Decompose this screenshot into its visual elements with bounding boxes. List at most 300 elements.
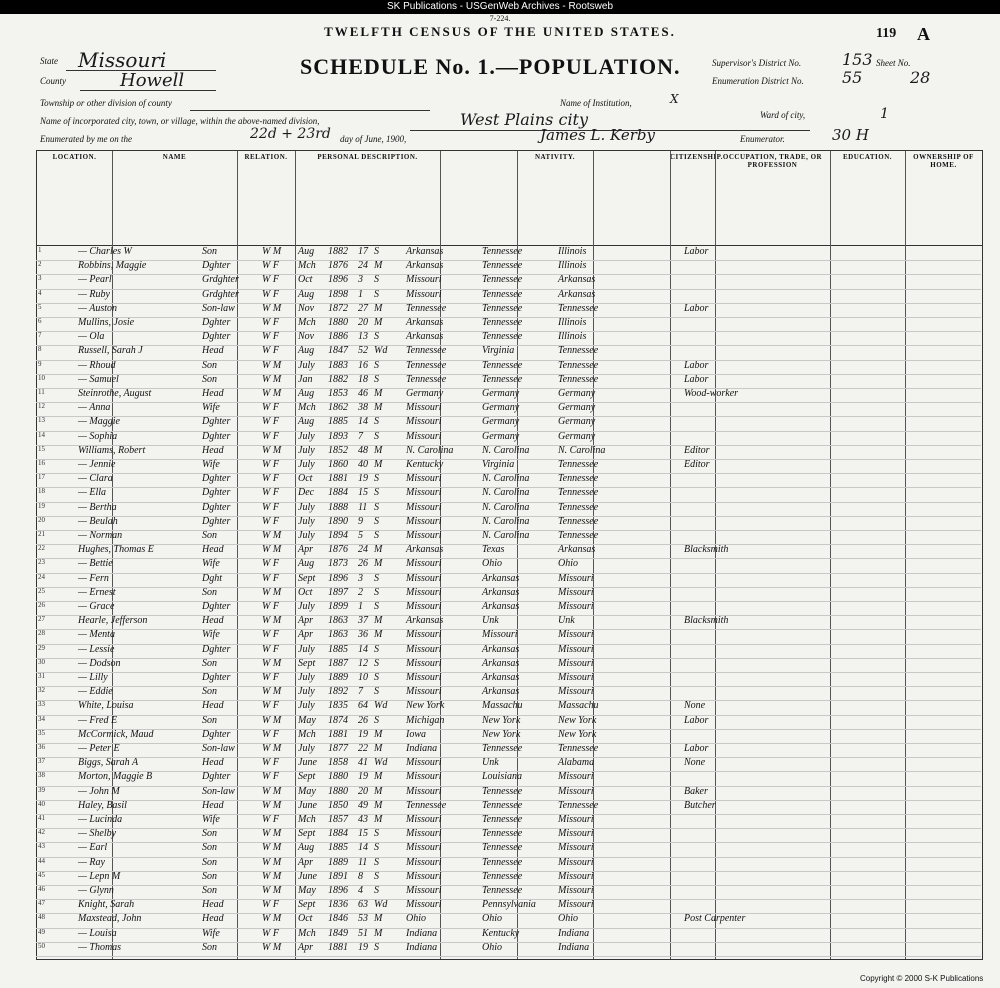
row-cell-c: W M: [262, 870, 282, 882]
row-cell-rel: Dghter: [202, 260, 231, 272]
row-cell-a: 36: [358, 629, 368, 641]
row-cell-c: W F: [262, 899, 279, 911]
row-cell-b: Arkansas: [406, 317, 444, 328]
row-cell-f: Tennessee: [482, 828, 523, 840]
row-cell-y: 1876: [328, 260, 348, 272]
table-row: [36, 502, 981, 517]
row-cell-mo: Illinois: [558, 317, 587, 328]
row-cell-y: 1885: [328, 643, 348, 655]
row-cell-mo: Tennessee: [558, 459, 599, 470]
row-cell-mo: Germany: [558, 416, 596, 428]
row-cell-name: — Charles W: [78, 246, 132, 257]
row-cell-mo: Tennessee: [558, 345, 599, 357]
row-cell-s: S: [374, 828, 379, 840]
table-row: [36, 317, 981, 332]
row-cell-y: 1880: [328, 785, 348, 797]
row-cell-c: W F: [262, 416, 279, 428]
row-cell-mo: Tennessee: [558, 530, 599, 541]
row-cell-m: Nov: [298, 331, 315, 343]
row-cell-mo: Missouri: [558, 629, 594, 641]
row-cell-b: Germany: [406, 388, 444, 399]
row-cell-mo: Missouri: [558, 657, 594, 669]
table-row: [36, 573, 981, 588]
row-cell-name: — Ray: [78, 856, 105, 868]
table-row: [36, 445, 981, 460]
row-cell-a: 11: [358, 856, 368, 868]
row-cell-f: Arkansas: [482, 572, 520, 584]
row-cell-m: July: [298, 501, 315, 513]
row-cell-name: White, Louisa: [78, 700, 134, 712]
row-cell-y: 1853: [328, 388, 348, 399]
row-cell-c: W M: [262, 373, 282, 385]
row-cell-c: W F: [262, 757, 279, 769]
row-cell-name: — Ernest: [78, 586, 116, 598]
row-cell-n: 42: [38, 828, 45, 837]
enumeration-value: 55: [842, 68, 863, 87]
row-cell-name: — Bettie: [78, 558, 113, 570]
institution-label: Name of Institution,: [560, 98, 632, 108]
row-cell-mo: N. Carolina: [558, 444, 606, 456]
row-cell-f: Arkansas: [482, 686, 520, 698]
row-cell-b: Missouri: [406, 586, 442, 598]
header-name: NAME: [162, 153, 187, 161]
row-cell-mo: Tennessee: [558, 373, 599, 385]
row-cell-y: 1846: [328, 913, 348, 925]
row-cell-rel: Dghter: [202, 430, 231, 442]
row-cell-b: Missouri: [406, 785, 442, 797]
row-cell-s: M: [374, 444, 383, 456]
row-cell-name: Morton, Maggie B: [78, 771, 153, 783]
table-row: [36, 601, 981, 616]
table-row: [36, 942, 981, 957]
row-cell-y: 1857: [328, 814, 348, 825]
row-cell-mo: Missouri: [558, 885, 594, 896]
row-cell-f: Tennessee: [482, 331, 523, 343]
row-cell-rel: Son: [202, 941, 217, 953]
row-cell-occ: Editor: [684, 444, 710, 456]
row-cell-b: Arkansas: [406, 260, 444, 272]
row-cell-f: New York: [482, 714, 521, 726]
row-cell-s: M: [374, 771, 383, 783]
row-cell-m: May: [298, 785, 316, 797]
row-cell-name: — Menta: [78, 629, 115, 641]
row-cell-f: Arkansas: [482, 643, 520, 655]
row-cell-m: July: [298, 359, 315, 371]
row-cell-m: Mch: [298, 402, 316, 414]
row-cell-n: 31: [38, 672, 45, 680]
row-cell-n: 50: [38, 941, 45, 950]
row-cell-c: W F: [262, 430, 279, 442]
row-cell-y: 1896: [328, 274, 348, 286]
table-row: [36, 246, 981, 261]
row-cell-b: Tennessee: [406, 799, 447, 811]
row-cell-m: Oct: [298, 586, 313, 598]
row-cell-f: Tennessee: [482, 870, 523, 882]
row-cell-y: 1890: [328, 515, 348, 527]
row-cell-c: W F: [262, 402, 279, 414]
table-row: [36, 360, 981, 375]
row-cell-a: 5: [358, 530, 363, 541]
row-cell-f: Tennessee: [482, 842, 523, 854]
row-cell-n: 38: [38, 771, 45, 780]
row-cell-mo: Missouri: [558, 672, 594, 683]
row-cell-name: Mullins, Josie: [78, 317, 135, 328]
row-cell-m: Apr: [298, 544, 313, 556]
row-cell-a: 18: [358, 373, 368, 385]
row-cell-n: 18: [38, 487, 45, 496]
header-occupation: OCCUPATION, TRADE, OR PROFESSION: [722, 153, 823, 169]
row-cell-n: 25: [38, 586, 45, 595]
row-cell-occ: Labor: [684, 743, 709, 754]
row-cell-b: Missouri: [406, 814, 442, 825]
institution-value: X: [670, 92, 679, 106]
row-cell-s: S: [374, 686, 379, 698]
row-cell-c: W M: [262, 302, 282, 314]
row-cell-m: July: [298, 643, 315, 655]
row-cell-s: Wd: [374, 899, 388, 911]
census-title: TWELFTH CENSUS OF THE UNITED STATES.: [324, 24, 676, 39]
row-cell-b: Missouri: [406, 402, 442, 414]
row-cell-s: S: [374, 842, 379, 854]
row-cell-b: N. Carolina: [406, 444, 454, 456]
row-cell-n: 30: [38, 657, 45, 666]
row-cell-m: July: [298, 444, 315, 456]
row-cell-s: S: [374, 530, 379, 541]
row-cell-rel: Dghter: [202, 771, 231, 783]
row-cell-name: Williams, Robert: [78, 444, 146, 456]
page-number: 119: [876, 26, 897, 41]
row-cell-name: — Anna: [78, 402, 111, 414]
row-cell-m: Sept: [298, 899, 316, 911]
row-cell-s: S: [374, 373, 379, 385]
row-cell-s: Wd: [374, 345, 388, 357]
row-cell-a: 46: [358, 388, 368, 399]
table-row: [36, 587, 981, 602]
row-cell-f: Tennessee: [482, 302, 523, 314]
row-cell-y: 1882: [328, 246, 348, 257]
row-cell-c: W F: [262, 558, 279, 570]
row-cell-n: 10: [38, 373, 45, 382]
row-cell-c: W M: [262, 714, 282, 726]
row-cell-name: — Samuel: [78, 373, 119, 385]
supervisor-label: Supervisor's District No.: [712, 58, 802, 68]
row-cell-m: June: [298, 870, 317, 882]
row-cell-rel: Head: [202, 444, 224, 456]
row-cell-a: 19: [358, 941, 368, 953]
row-cell-f: N. Carolina: [482, 515, 530, 527]
row-cell-f: Tennessee: [482, 359, 523, 371]
row-cell-a: 26: [358, 714, 368, 726]
row-cell-name: — Sophia: [78, 430, 118, 442]
ward-label: Ward of city,: [760, 110, 806, 120]
row-cell-y: 1880: [328, 317, 348, 328]
row-cell-n: 11: [38, 388, 45, 396]
row-cell-rel: Dghter: [202, 416, 231, 428]
row-cell-c: W F: [262, 288, 279, 300]
table-row: [36, 331, 981, 346]
row-cell-m: Aug: [298, 288, 315, 300]
row-cell-n: 27: [38, 615, 45, 624]
ward-value: 1: [880, 106, 889, 122]
row-cell-mo: Alabama: [558, 757, 595, 769]
row-cell-f: Louisiana: [482, 771, 523, 783]
row-cell-b: Tennessee: [406, 345, 447, 357]
header-nativity: NATIVITY.: [534, 153, 576, 161]
row-cell-m: Apr: [298, 856, 313, 868]
table-row: [36, 459, 981, 474]
state-value: Missouri: [78, 48, 167, 72]
header-personal: PERSONAL DESCRIPTION.: [317, 153, 418, 161]
row-cell-f: Massachu: [482, 700, 523, 712]
row-cell-n: 3: [38, 274, 42, 283]
row-cell-rel: Son-law: [202, 785, 235, 797]
enumeration-label: Enumeration District No.: [712, 76, 804, 86]
city-value: West Plains city: [460, 110, 589, 129]
row-cell-a: 2: [358, 586, 363, 598]
table-row: [36, 899, 981, 914]
row-cell-rel: Head: [202, 615, 224, 627]
row-cell-a: 41: [358, 757, 368, 769]
row-cell-name: — Maggie: [78, 416, 120, 428]
row-cell-m: May: [298, 885, 316, 896]
row-cell-b: Tennessee: [406, 359, 447, 371]
row-cell-a: 9: [358, 515, 363, 527]
row-cell-name: Maxstead, John: [78, 913, 142, 925]
table-row: [36, 558, 981, 573]
row-cell-rel: Dghter: [202, 728, 231, 740]
row-cell-rel: Son: [202, 686, 217, 698]
county-value: Howell: [120, 70, 185, 91]
table-row: [36, 928, 981, 943]
row-cell-occ: Baker: [684, 785, 708, 797]
row-cell-c: W F: [262, 927, 279, 939]
row-cell-a: 1: [358, 601, 363, 612]
row-cell-n: 43: [38, 842, 45, 851]
row-cell-b: Michigan: [406, 714, 445, 726]
row-cell-a: 38: [358, 402, 368, 414]
row-cell-b: Missouri: [406, 515, 442, 527]
row-cell-mo: Missouri: [558, 771, 594, 783]
row-cell-a: 12: [358, 657, 368, 669]
row-cell-n: 34: [38, 714, 45, 723]
row-cell-rel: Wife: [202, 814, 220, 825]
row-cell-y: 1860: [328, 459, 348, 470]
row-cell-mo: Tennessee: [558, 473, 599, 485]
row-cell-rel: Son-law: [202, 743, 235, 754]
archive-banner: SK Publications - USGenWeb Archives - Rootsweb: [0, 0, 1000, 14]
row-cell-mo: Missouri: [558, 586, 594, 598]
row-cell-a: 20: [358, 785, 368, 797]
row-cell-m: Dec: [298, 487, 315, 499]
row-cell-y: 1893: [328, 430, 348, 442]
row-cell-rel: Dghter: [202, 515, 231, 527]
row-cell-rel: Son: [202, 885, 217, 896]
row-cell-a: 53: [358, 913, 368, 925]
row-cell-n: 20: [38, 515, 45, 524]
row-cell-y: 1850: [328, 799, 348, 811]
row-cell-f: Tennessee: [482, 743, 523, 754]
row-cell-f: Tennessee: [482, 814, 523, 825]
row-cell-rel: Wife: [202, 459, 220, 470]
row-cell-c: W M: [262, 388, 282, 399]
form-number: 7-224.: [489, 14, 511, 23]
row-cell-s: S: [374, 359, 379, 371]
row-cell-rel: Dghter: [202, 331, 231, 343]
row-cell-c: W F: [262, 487, 279, 499]
row-cell-c: W M: [262, 615, 282, 627]
row-cell-b: Tennessee: [406, 302, 447, 314]
row-cell-b: Missouri: [406, 601, 442, 612]
row-cell-m: Aug: [298, 246, 315, 257]
row-cell-b: Arkansas: [406, 544, 444, 556]
row-cell-c: W M: [262, 686, 282, 698]
row-cell-n: 2: [38, 260, 42, 269]
row-cell-name: — Norman: [78, 530, 123, 541]
row-cell-n: 29: [38, 643, 45, 652]
table-row: [36, 857, 981, 872]
row-cell-mo: Missouri: [558, 842, 594, 854]
row-cell-mo: Indiana: [558, 941, 590, 953]
row-cell-mo: Missouri: [558, 785, 594, 797]
row-cell-rel: Wife: [202, 402, 220, 414]
row-cell-n: 12: [38, 402, 45, 411]
row-cell-name: — Auston: [78, 302, 117, 314]
row-cell-b: Indiana: [406, 927, 438, 939]
row-cell-name: — Fern: [78, 572, 109, 584]
row-cell-c: W F: [262, 317, 279, 328]
table-row: [36, 786, 981, 801]
row-cell-a: 10: [358, 672, 368, 683]
row-cell-y: 1889: [328, 856, 348, 868]
row-cell-name: Haley, Basil: [78, 799, 127, 811]
row-cell-s: S: [374, 274, 379, 286]
row-cell-y: 1880: [328, 771, 348, 783]
row-cell-m: Mch: [298, 260, 316, 272]
header-citizenship: CITIZENSHIP.: [670, 153, 724, 161]
row-cell-y: 1881: [328, 728, 348, 740]
row-cell-rel: Wife: [202, 629, 220, 641]
row-cell-rel: Son: [202, 530, 217, 541]
row-cell-mo: Missouri: [558, 572, 594, 584]
row-cell-c: W F: [262, 700, 279, 712]
row-cell-y: 1896: [328, 572, 348, 584]
row-cell-mo: Ohio: [558, 913, 578, 925]
table-row: [36, 842, 981, 857]
row-cell-y: 1863: [328, 629, 348, 641]
row-cell-name: — Earl: [78, 842, 108, 854]
row-cell-f: Tennessee: [482, 288, 523, 300]
row-cell-mo: Missouri: [558, 643, 594, 655]
table-row: [36, 544, 981, 559]
row-cell-rel: Son-law: [202, 302, 235, 314]
row-cell-rel: Son: [202, 246, 217, 257]
row-cell-b: Missouri: [406, 771, 442, 783]
row-cell-s: M: [374, 402, 383, 414]
row-cell-y: 1899: [328, 601, 348, 612]
row-cell-name: — Eddie: [78, 686, 113, 698]
row-cell-m: July: [298, 743, 315, 754]
row-cell-y: 1874: [328, 714, 348, 726]
row-cell-b: Missouri: [406, 530, 442, 541]
row-cell-n: 5: [38, 302, 42, 311]
row-cell-m: May: [298, 714, 316, 726]
row-cell-n: 24: [38, 572, 45, 581]
row-cell-m: July: [298, 515, 315, 527]
row-cell-y: 1872: [328, 302, 348, 314]
row-cell-m: Mch: [298, 927, 316, 939]
row-cell-s: S: [374, 331, 379, 343]
row-cell-n: 22: [38, 544, 45, 553]
row-cell-f: Ohio: [482, 941, 502, 953]
row-cell-b: Missouri: [406, 558, 442, 570]
table-row: [36, 800, 981, 815]
row-cell-y: 1888: [328, 501, 348, 513]
row-cell-f: Germany: [482, 388, 520, 399]
row-cell-name: — Louisa: [78, 927, 117, 939]
row-cell-y: 1885: [328, 416, 348, 428]
row-cell-rel: Son: [202, 657, 217, 669]
row-cell-y: 1877: [328, 743, 348, 754]
row-cell-name: Knight, Sarah: [78, 899, 135, 911]
row-cell-c: W M: [262, 913, 282, 925]
row-cell-mo: Ohio: [558, 558, 578, 570]
row-cell-m: July: [298, 459, 315, 470]
row-cell-s: S: [374, 643, 379, 655]
row-cell-f: Virginia: [482, 345, 515, 357]
row-cell-a: 51: [358, 927, 368, 939]
row-cell-b: Arkansas: [406, 615, 444, 627]
enumerator-label: Enumerator.: [740, 134, 785, 144]
row-cell-m: July: [298, 672, 315, 683]
row-cell-a: 14: [358, 842, 368, 854]
row-cell-f: Tennessee: [482, 373, 523, 385]
row-cell-n: 33: [38, 700, 45, 709]
row-cell-m: Mch: [298, 728, 316, 740]
state-label: State: [40, 56, 58, 66]
row-cell-s: S: [374, 601, 379, 612]
row-cell-m: July: [298, 686, 315, 698]
page-letter: A: [917, 24, 930, 44]
row-cell-y: 1858: [328, 757, 348, 769]
row-cell-s: S: [374, 246, 379, 257]
row-cell-y: 1884: [328, 828, 348, 840]
row-cell-m: Aug: [298, 416, 315, 428]
row-cell-m: Oct: [298, 473, 313, 485]
row-cell-b: Missouri: [406, 643, 442, 655]
row-cell-f: Ohio: [482, 913, 502, 925]
county-label: County: [40, 76, 66, 86]
row-cell-rel: Son: [202, 828, 217, 840]
table-row: [36, 629, 981, 644]
row-cell-a: 64: [358, 700, 368, 712]
row-cell-c: W M: [262, 544, 282, 556]
row-cell-n: 19: [38, 501, 45, 510]
row-cell-mo: Tennessee: [558, 302, 599, 314]
row-cell-m: Mch: [298, 814, 316, 825]
row-cell-y: 1894: [328, 530, 348, 541]
row-cell-mo: Illinois: [558, 331, 587, 343]
row-cell-f: Tennessee: [482, 799, 523, 811]
row-cell-a: 14: [358, 643, 368, 655]
row-cell-n: 46: [38, 885, 45, 893]
row-cell-a: 14: [358, 416, 368, 428]
row-cell-y: 1863: [328, 615, 348, 627]
row-cell-a: 3: [358, 572, 363, 584]
row-cell-rel: Head: [202, 799, 224, 811]
row-cell-f: N. Carolina: [482, 530, 530, 541]
row-cell-rel: Son: [202, 856, 217, 868]
row-cell-a: 15: [358, 828, 368, 840]
